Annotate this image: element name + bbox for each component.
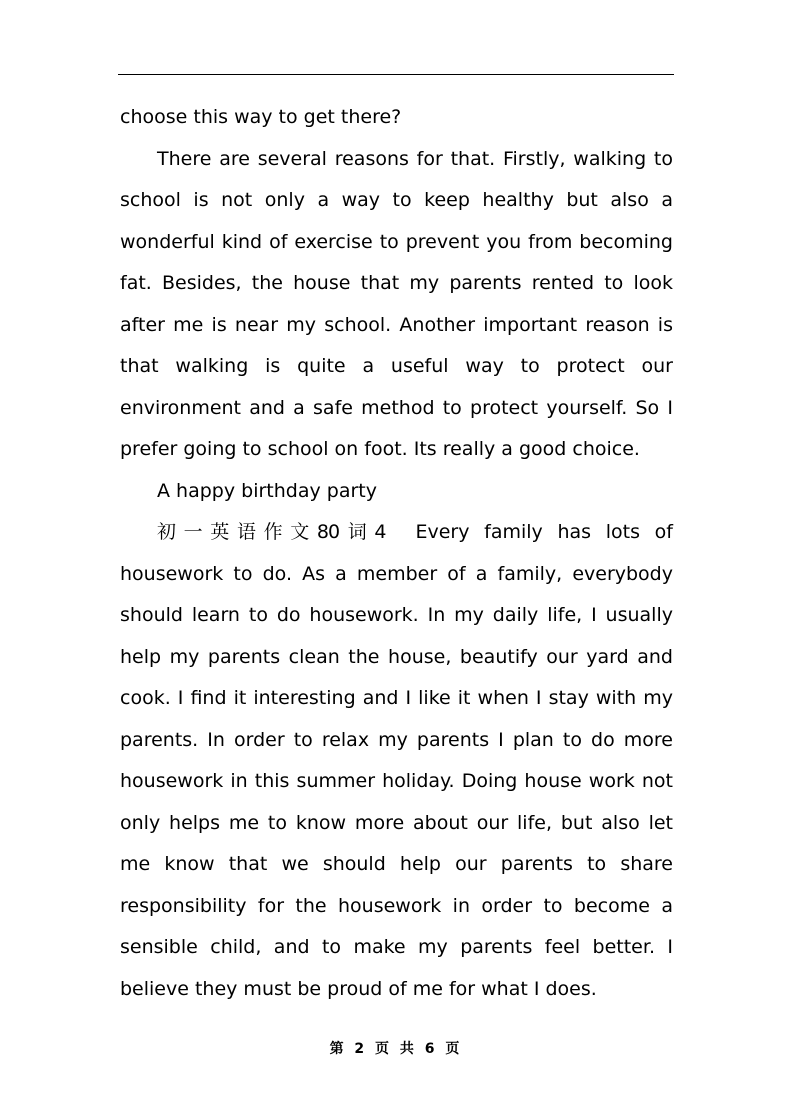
- header-divider: [118, 74, 674, 75]
- document-body: [120, 97, 673, 1010]
- page-number: 第 2 页 共 6 页: [329, 1041, 463, 1057]
- paragraph-title-birthday: A happy birthday party: [157, 479, 377, 502]
- paragraph-essay: [120, 512, 673, 1010]
- paragraph-reasons: There are several reasons for that. Firstly, walking to school is not only a way to keep healthy but also a wonderful kind of exercise to prevent you from becoming fat. Besides, the house that my parents rented to look after me is near my school. Another important reason is that walking is quite a useful way to protect our environment and a safe method to protect yourself. So I prefer going to school on foot. Its really a good choice.: [120, 147, 673, 460]
- essay-body: Every family has lots of housework to do. As a member of a family, everybody should learn to do housework. In my daily life, I usually help my parents clean the house, beautify our yard and cook. I find it interesting and I like it when I stay with my parents. In order to relax my parents I plan to do more housework in this summer holiday. Doing house work not only helps me to know more about our life, but also let me know that we should help our parents to share responsibility for the housework in order to become a sensible child, and to make my parents feel better. I believe they must be proud of me for what I does.: [120, 521, 673, 1000]
- paragraph-continuation: choose this way to get there?: [120, 106, 402, 128]
- essay-heading: 初一英语作文80词4: [157, 521, 386, 543]
